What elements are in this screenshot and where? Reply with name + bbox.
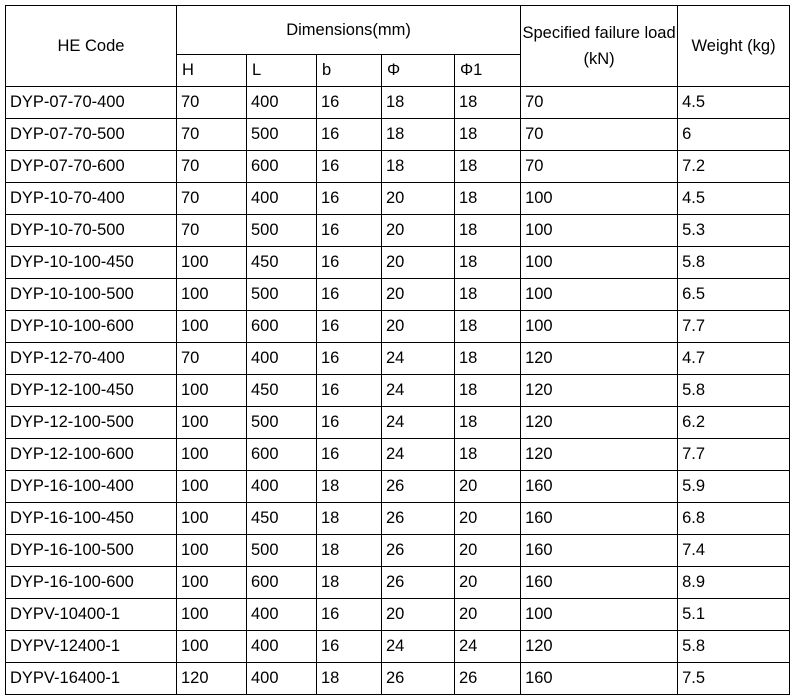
cell-l: 400	[247, 87, 317, 119]
cell-failure-load: 70	[521, 151, 678, 183]
table-row	[6, 567, 790, 599]
cell-he-code: DYPV-12400-1	[6, 631, 177, 663]
cell-phi: 20	[382, 279, 455, 311]
cell-l: 600	[247, 567, 317, 599]
cell-weight: 5.8	[678, 375, 790, 407]
header-phi1: Φ1	[455, 55, 521, 87]
cell-b: 16	[317, 183, 382, 215]
header-he-code: HE Code	[6, 6, 177, 87]
cell-l: 450	[247, 247, 317, 279]
cell-h: 100	[177, 567, 247, 599]
cell-h: 100	[177, 279, 247, 311]
cell-h: 100	[177, 471, 247, 503]
header-row-main	[6, 6, 790, 55]
cell-phi1: 18	[455, 215, 521, 247]
cell-weight: 8.9	[678, 567, 790, 599]
cell-b: 16	[317, 279, 382, 311]
cell-failure-load: 100	[521, 215, 678, 247]
cell-phi: 18	[382, 119, 455, 151]
cell-he-code: DYP-12-70-400	[6, 343, 177, 375]
cell-weight: 7.7	[678, 439, 790, 471]
cell-phi: 20	[382, 599, 455, 631]
cell-h: 100	[177, 311, 247, 343]
cell-b: 16	[317, 87, 382, 119]
cell-phi1: 18	[455, 87, 521, 119]
header-dimensions: Dimensions(mm)	[177, 6, 521, 55]
header-h: H	[177, 55, 247, 87]
cell-b: 16	[317, 599, 382, 631]
table-row	[6, 439, 790, 471]
cell-failure-load: 160	[521, 503, 678, 535]
cell-weight: 6.8	[678, 503, 790, 535]
cell-h: 100	[177, 407, 247, 439]
cell-phi: 20	[382, 183, 455, 215]
table-row	[6, 151, 790, 183]
cell-phi1: 18	[455, 279, 521, 311]
table-row	[6, 471, 790, 503]
cell-weight: 5.3	[678, 215, 790, 247]
cell-h: 70	[177, 183, 247, 215]
header-failure-load: Specified failure load (kN)	[521, 6, 678, 87]
cell-l: 450	[247, 375, 317, 407]
cell-he-code: DYPV-16400-1	[6, 663, 177, 695]
cell-b: 18	[317, 535, 382, 567]
cell-b: 16	[317, 407, 382, 439]
cell-h: 100	[177, 631, 247, 663]
cell-he-code: DYP-12-100-450	[6, 375, 177, 407]
cell-phi: 18	[382, 151, 455, 183]
cell-phi1: 18	[455, 119, 521, 151]
cell-h: 100	[177, 247, 247, 279]
cell-phi1: 18	[455, 183, 521, 215]
cell-phi: 26	[382, 535, 455, 567]
cell-weight: 6.5	[678, 279, 790, 311]
cell-he-code: DYP-16-100-600	[6, 567, 177, 599]
cell-weight: 5.8	[678, 631, 790, 663]
cell-b: 16	[317, 151, 382, 183]
table-row	[6, 215, 790, 247]
cell-weight: 7.4	[678, 535, 790, 567]
cell-h: 70	[177, 151, 247, 183]
cell-failure-load: 100	[521, 247, 678, 279]
cell-failure-load: 120	[521, 631, 678, 663]
cell-phi1: 18	[455, 407, 521, 439]
cell-l: 400	[247, 663, 317, 695]
cell-weight: 7.2	[678, 151, 790, 183]
cell-phi1: 20	[455, 535, 521, 567]
cell-failure-load: 120	[521, 375, 678, 407]
table-row	[6, 343, 790, 375]
table-row	[6, 311, 790, 343]
cell-b: 16	[317, 631, 382, 663]
cell-phi1: 18	[455, 375, 521, 407]
header-l: L	[247, 55, 317, 87]
cell-he-code: DYP-12-100-500	[6, 407, 177, 439]
cell-b: 18	[317, 567, 382, 599]
cell-h: 100	[177, 599, 247, 631]
cell-weight: 5.8	[678, 247, 790, 279]
cell-phi: 24	[382, 631, 455, 663]
cell-h: 100	[177, 503, 247, 535]
cell-phi: 24	[382, 375, 455, 407]
cell-he-code: DYP-10-100-450	[6, 247, 177, 279]
cell-l: 600	[247, 151, 317, 183]
cell-he-code: DYP-16-100-400	[6, 471, 177, 503]
cell-weight: 4.7	[678, 343, 790, 375]
cell-weight: 4.5	[678, 183, 790, 215]
cell-b: 18	[317, 471, 382, 503]
cell-l: 500	[247, 119, 317, 151]
table-row	[6, 599, 790, 631]
cell-weight: 7.5	[678, 663, 790, 695]
cell-phi: 24	[382, 439, 455, 471]
cell-phi1: 18	[455, 151, 521, 183]
cell-l: 400	[247, 631, 317, 663]
cell-phi1: 20	[455, 599, 521, 631]
cell-phi1: 18	[455, 311, 521, 343]
table-row	[6, 407, 790, 439]
table-row	[6, 279, 790, 311]
table-row	[6, 503, 790, 535]
cell-l: 400	[247, 183, 317, 215]
cell-failure-load: 160	[521, 567, 678, 599]
cell-weight: 6	[678, 119, 790, 151]
table-row	[6, 631, 790, 663]
cell-phi: 20	[382, 215, 455, 247]
cell-phi: 26	[382, 503, 455, 535]
cell-b: 16	[317, 375, 382, 407]
cell-weight: 4.5	[678, 87, 790, 119]
cell-h: 70	[177, 119, 247, 151]
cell-he-code: DYP-07-70-500	[6, 119, 177, 151]
cell-h: 100	[177, 375, 247, 407]
cell-h: 70	[177, 215, 247, 247]
cell-phi: 26	[382, 663, 455, 695]
cell-l: 400	[247, 343, 317, 375]
cell-failure-load: 100	[521, 599, 678, 631]
cell-phi1: 26	[455, 663, 521, 695]
cell-weight: 6.2	[678, 407, 790, 439]
header-weight: Weight (kg)	[678, 6, 790, 87]
cell-h: 70	[177, 87, 247, 119]
cell-b: 16	[317, 215, 382, 247]
cell-phi: 20	[382, 247, 455, 279]
cell-failure-load: 100	[521, 279, 678, 311]
table-row	[6, 535, 790, 567]
cell-weight: 5.1	[678, 599, 790, 631]
table-header	[6, 6, 790, 87]
cell-phi1: 24	[455, 631, 521, 663]
cell-l: 500	[247, 215, 317, 247]
cell-he-code: DYP-16-100-450	[6, 503, 177, 535]
cell-he-code: DYP-10-70-400	[6, 183, 177, 215]
cell-failure-load: 120	[521, 439, 678, 471]
header-phi: Φ	[382, 55, 455, 87]
cell-l: 400	[247, 471, 317, 503]
cell-h: 100	[177, 439, 247, 471]
cell-failure-load: 160	[521, 535, 678, 567]
cell-failure-load: 100	[521, 183, 678, 215]
cell-phi: 18	[382, 87, 455, 119]
cell-failure-load: 70	[521, 119, 678, 151]
table-body	[6, 87, 790, 695]
cell-h: 100	[177, 535, 247, 567]
cell-l: 600	[247, 439, 317, 471]
cell-l: 500	[247, 535, 317, 567]
cell-he-code: DYP-12-100-600	[6, 439, 177, 471]
cell-phi1: 18	[455, 439, 521, 471]
cell-weight: 7.7	[678, 311, 790, 343]
cell-phi: 24	[382, 343, 455, 375]
cell-phi: 24	[382, 407, 455, 439]
cell-l: 600	[247, 311, 317, 343]
cell-b: 18	[317, 663, 382, 695]
cell-failure-load: 120	[521, 343, 678, 375]
cell-failure-load: 160	[521, 471, 678, 503]
cell-phi: 26	[382, 471, 455, 503]
cell-l: 500	[247, 279, 317, 311]
cell-he-code: DYP-16-100-500	[6, 535, 177, 567]
spec-table	[5, 5, 790, 695]
table-row	[6, 375, 790, 407]
cell-b: 16	[317, 439, 382, 471]
cell-he-code: DYP-07-70-400	[6, 87, 177, 119]
cell-phi1: 20	[455, 567, 521, 599]
cell-failure-load: 70	[521, 87, 678, 119]
table-row	[6, 87, 790, 119]
table-row	[6, 663, 790, 695]
cell-b: 16	[317, 311, 382, 343]
cell-h: 70	[177, 343, 247, 375]
cell-phi: 20	[382, 311, 455, 343]
cell-phi1: 20	[455, 503, 521, 535]
table-row	[6, 247, 790, 279]
cell-phi: 26	[382, 567, 455, 599]
cell-failure-load: 120	[521, 407, 678, 439]
cell-b: 16	[317, 343, 382, 375]
cell-he-code: DYPV-10400-1	[6, 599, 177, 631]
cell-phi1: 18	[455, 247, 521, 279]
table-row	[6, 119, 790, 151]
cell-he-code: DYP-10-70-500	[6, 215, 177, 247]
table-row	[6, 183, 790, 215]
cell-phi1: 18	[455, 343, 521, 375]
header-b: b	[317, 55, 382, 87]
cell-he-code: DYP-07-70-600	[6, 151, 177, 183]
cell-weight: 5.9	[678, 471, 790, 503]
cell-l: 500	[247, 407, 317, 439]
cell-l: 450	[247, 503, 317, 535]
cell-b: 16	[317, 247, 382, 279]
cell-he-code: DYP-10-100-600	[6, 311, 177, 343]
cell-l: 400	[247, 599, 317, 631]
cell-phi1: 20	[455, 471, 521, 503]
cell-b: 16	[317, 119, 382, 151]
cell-failure-load: 160	[521, 663, 678, 695]
cell-he-code: DYP-10-100-500	[6, 279, 177, 311]
cell-b: 18	[317, 503, 382, 535]
cell-h: 120	[177, 663, 247, 695]
cell-failure-load: 100	[521, 311, 678, 343]
